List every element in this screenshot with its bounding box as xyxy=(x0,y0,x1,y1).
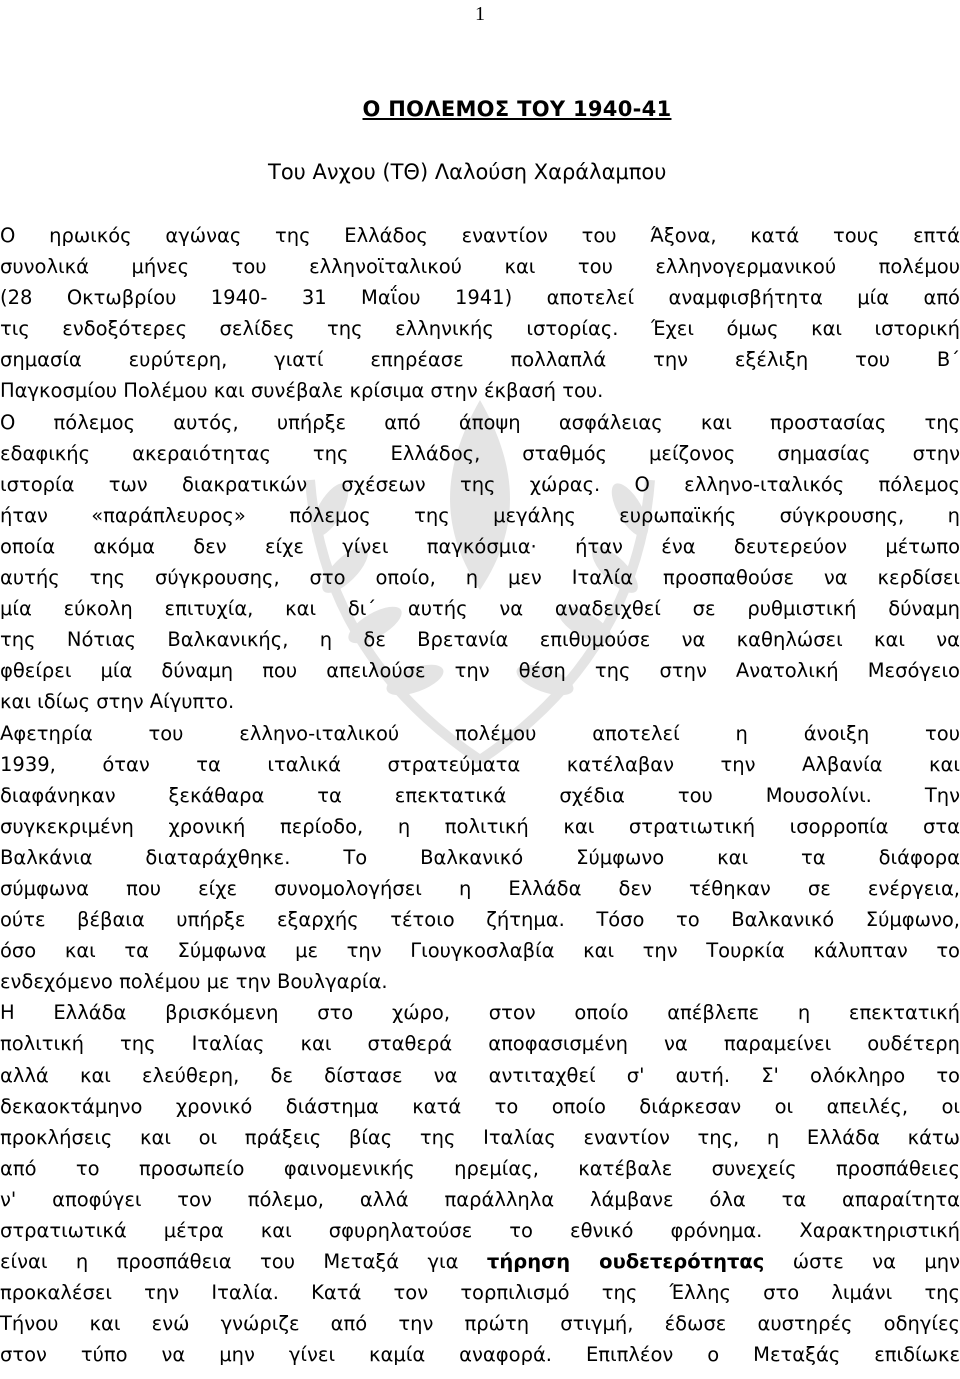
text-line: διαφάνηκαν ξεκάθαρα τα επεκτατικά σχέδια του Μουσολίνι. Την xyxy=(0,783,960,807)
text-line: αλλά και ελεύθερη, δε δίστασε να αντιταχθεί σ' αυτή. Σ' ολόκληρο το xyxy=(0,1063,960,1087)
text-line: όσο και τα Σύμφωνα με την Γιουγκοσλαβία και την Τουρκία κάλυπταν το xyxy=(0,939,960,963)
text-line: στον τύπο να μην γίνει καμία αναφορά. Επιπλέον ο Μεταξάς επιδίωκε xyxy=(0,1343,960,1367)
text-line: οποία ακόμα δεν είχε γίνει παγκόσμια· ήταν ένα δευτερεύον μέτωπο xyxy=(0,534,960,558)
text-line: φθείρει μία δύναμη που απειλούσε την θέση της στην Ανατολική Μεσόγειο xyxy=(0,659,960,683)
document-title: Ο ΠΟΛΕΜΟΣ ΤΟΥ 1940-41 xyxy=(362,97,672,121)
text-line: τις ενδοξότερες σελίδες της ελληνικής ιστορίας. Έχει όμως και ιστορική xyxy=(0,317,960,341)
text-line: προκαλέσει την Ιταλία. Κατά τον τορπιλισμό της Έλλης στο λιμάνι της xyxy=(0,1281,960,1305)
text-line: από το προσωπείο φαινομενικής ηρεμίας, κατέβαλε συνεχείς προσπάθειες xyxy=(0,1156,960,1180)
page-number: 1 xyxy=(475,3,485,25)
text-line: ιστορία των διακρατικών σχέσεων της χώρας. Ο ελληνο-ιταλικός πόλεμος xyxy=(0,472,960,496)
text-line: 1939, όταν τα ιταλικά στρατεύματα κατέλαβαν την Αλβανία και xyxy=(0,752,960,776)
text-line: ούτε βέβαια υπήρξε εξαρχής τέτοιο ζήτημα. Τόσο το Βαλκανικό Σύμφωνο, xyxy=(0,908,960,932)
text-line: εδαφικής ακεραιότητας της Ελλάδος, σταθμός μείζονος σημασίας στην xyxy=(0,441,960,465)
text-line: Ο ηρωικός αγώνας της Ελλάδος εναντίον του Άξονα, κατά τους επτά xyxy=(0,224,960,247)
bold-emphasis: τήρηση ουδετερότητας xyxy=(486,1250,765,1274)
text-line: και ιδίως στην Αίγυπτο. xyxy=(0,690,235,714)
text-line: πολιτική της Ιταλίας και σταθερά αποφασισμένη να παραμείνει ουδέτερη xyxy=(0,1032,960,1056)
text-line: συγκεκριμένη χρονική περίοδο, η πολιτική και στρατιωτική ισορροπία στα xyxy=(0,814,960,838)
document-author: Του Ανχου (ΤΘ) Λαλούση Χαράλαμπου xyxy=(268,160,667,184)
text-line: σύμφωνα που είχε συνομολογήσει η Ελλάδα δεν τέθηκαν σε ενέργεια, xyxy=(0,876,960,900)
text-line: Ο πόλεμος αυτός, υπήρξε από άποψη ασφάλειας και προστασίας της xyxy=(0,410,960,434)
text-line: συνολικά μήνες του ελληνοϊταλικού και του ελληνογερμανικού πολέμου xyxy=(0,255,960,279)
text-line: σημασία ευρύτερη, γιατί επηρέασε πολλαπλά την εξέλιξη του Β΄ xyxy=(0,348,960,372)
text-line: δεκαοκτάμηνο χρονικό διάστημα κατά το οποίο διάρκεσαν οι απειλές, οι xyxy=(0,1094,960,1118)
body-text xyxy=(0,220,960,1370)
text-line: προκλήσεις και οι πράξεις βίας της Ιταλίας εναντίον της, η Ελλάδα κάτω xyxy=(0,1125,960,1149)
text-line: Αφετηρία του ελληνο-ιταλικού πολέμου αποτελεί η άνοιξη του xyxy=(0,721,960,745)
text-line: μία εύκολη επιτυχία, και δι΄ αυτής να αναδειχθεί σε ρυθμιστική δύναμη xyxy=(0,597,960,621)
text-line: Η Ελλάδα βρισκόμενη στο χώρο, στον οποίο απέβλεπε η επεκτατική xyxy=(0,1001,960,1025)
text-segment: ώστε να μην xyxy=(764,1250,960,1274)
text-line: (28 Οκτωβρίου 1940- 31 Μαΐου 1941) αποτελεί αναμφισβήτητα μία από xyxy=(0,286,960,310)
text-line: ήταν «παράπλευρος» πόλεμος της μεγάλης ευρωπαϊκής σύγκρουσης, η xyxy=(0,503,960,527)
text-line: αυτής της σύγκρουσης, στο οποίο, η μεν Ιταλία προσπαθούσε να κερδίσει xyxy=(0,566,960,590)
text-line: της Νότιας Βαλκανικής, η δε Βρετανία επιθυμούσε να καθηλώσει και να xyxy=(0,628,960,652)
text-line: ν' αποφύγει τον πόλεμο, αλλά παράλληλα λάμβανε όλα τα απαραίτητα xyxy=(0,1187,960,1211)
text-line: Τήνου και ενώ γνώριζε από την πρώτη στιγμή, έδωσε αυστηρές οδηγίες xyxy=(0,1312,960,1336)
text-line: ενδεχόμενο πολέμου με την Βουλγαρία. xyxy=(0,970,388,994)
text-line-with-emphasis xyxy=(0,1246,960,1277)
text-segment: είναι η προσπάθεια του Μεταξά για xyxy=(0,1250,487,1274)
text-line: στρατιωτικά μέτρα και σφυρηλατούσε το εθνικό φρόνημα. Χαρακτηριστική xyxy=(0,1219,960,1242)
text-line: Παγκοσμίου Πολέμου και συνέβαλε κρίσιμα στην έκβασή του. xyxy=(0,379,604,403)
text-line: Βαλκάνια διαταράχθηκε. Το Βαλκανικό Σύμφωνο και τα διάφορα xyxy=(0,845,960,869)
